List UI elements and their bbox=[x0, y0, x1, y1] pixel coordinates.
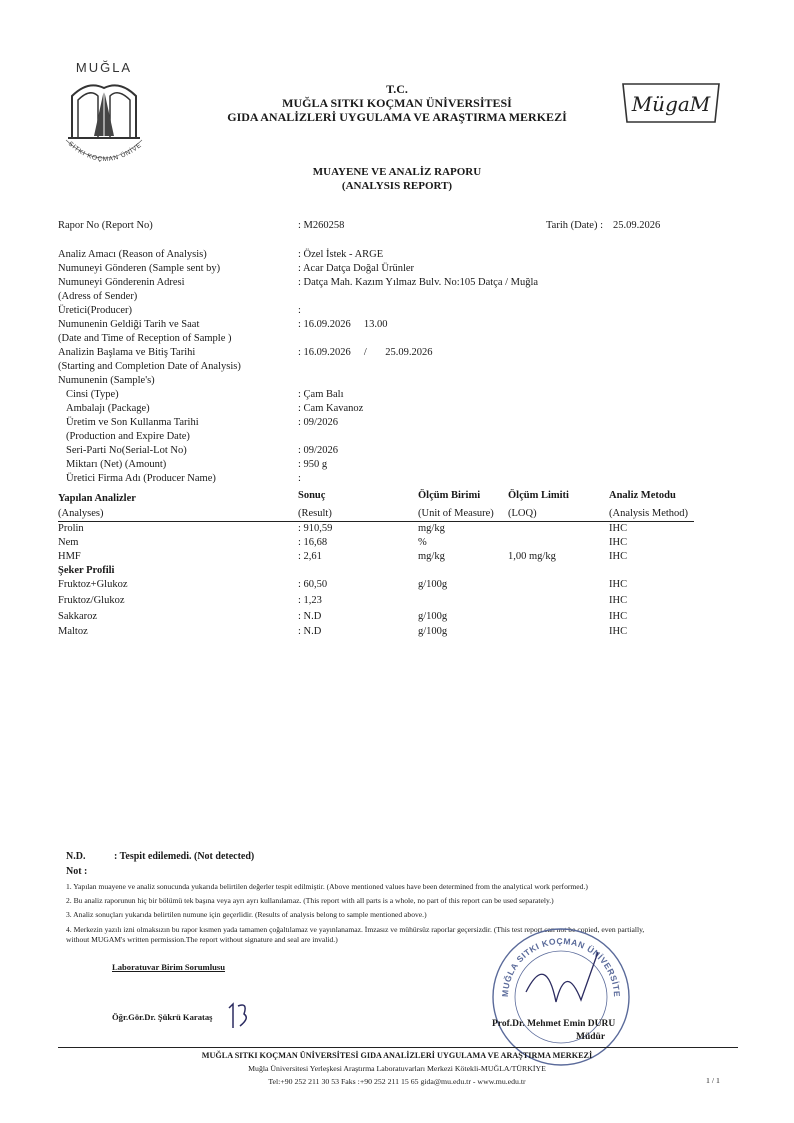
expire-label: Üretim ve Son Kullanma Tarihi bbox=[66, 417, 199, 428]
sender-label: Numuneyi Gönderen (Sample sent by) bbox=[58, 263, 221, 274]
table-row-method: IHC bbox=[609, 595, 628, 606]
table-row-unit: mg/kg bbox=[418, 523, 445, 534]
report-no-value: : M260258 bbox=[298, 220, 345, 231]
date-value: 25.09.2026 bbox=[613, 220, 661, 231]
table-row-unit: % bbox=[418, 537, 427, 548]
table-row-method: IHC bbox=[609, 537, 628, 548]
amount-value: : 950 g bbox=[298, 459, 328, 470]
table-row-method: IHC bbox=[609, 523, 628, 534]
lab-title: Laboratuvar Birim Sorumlusu bbox=[112, 962, 226, 972]
table-row-result: : 2,61 bbox=[298, 551, 322, 562]
address-label: Numuneyi Gönderenin Adresi bbox=[58, 277, 185, 288]
table-row-unit: g/100g bbox=[418, 611, 448, 622]
expire-value: : 09/2026 bbox=[298, 417, 338, 428]
footer-line-1: MUĞLA SITKI KOÇMAN ÜNİVERSİTESİ GIDA ANALİZLERİ UYGULAMA VE ARAŞTIRMA MERKEZİ bbox=[201, 1051, 593, 1060]
page-number: 1 / 1 bbox=[706, 1076, 720, 1085]
reception-label: Numunenin Geldiği Tarih ve Saat bbox=[58, 319, 200, 330]
type-value: : Çam Balı bbox=[298, 389, 344, 400]
table-row-method: IHC bbox=[609, 611, 628, 622]
th-analyses-en: (Analyses) bbox=[58, 508, 104, 519]
header-center: GIDA ANALİZLERİ UYGULAMA VE ARAŞTIRMA MERKEZİ bbox=[227, 110, 567, 124]
address-label-en: (Adress of Sender) bbox=[58, 291, 138, 302]
logo-ring-text: SITKI KOÇMAN ÜNİVE bbox=[66, 140, 144, 164]
table-row-method: IHC bbox=[609, 579, 628, 590]
table-row-unit: g/100g bbox=[418, 579, 448, 590]
note-1: 1. Yapılan muayene ve analiz sonucunda yukarıda belirtilen değerler tespit edilmiştir. (Above mentioned values have been determined from the analytical work performed.) bbox=[66, 882, 588, 891]
mugam-logo-text: MügaM bbox=[631, 92, 711, 116]
note-4: 4. Merkezin yazılı izni olmaksızın bu rapor kısmen yada tamamen çoğaltılamaz ve yayınlanamaz. İmzasız ve mühürsüz raporlar geçersizdir. (This test report can not be copied, even partially, bbox=[66, 925, 645, 934]
firm-value: : bbox=[298, 473, 301, 484]
table-row-result: : 1,23 bbox=[298, 595, 322, 606]
table-row-unit: mg/kg bbox=[418, 551, 445, 562]
lab-signature bbox=[226, 1000, 252, 1037]
table-row-method: IHC bbox=[609, 626, 628, 637]
lab-name: Öğr.Gör.Dr. Şükrü Karataş bbox=[112, 1012, 213, 1022]
address-value: : Datça Mah. Kazım Yılmaz Bulv. No:105 Datça / Muğla bbox=[298, 277, 539, 288]
firm-label: Üretici Firma Adı (Producer Name) bbox=[66, 473, 216, 484]
nd-value: : Tespit edilemedi. (Not detected) bbox=[114, 851, 255, 862]
table-row-result: : 60,50 bbox=[298, 579, 328, 590]
note-2: 2. Bu analiz raporunun hiç bir bölümü tek başına veya ayrı ayrı kullanılamaz. (This report with all parts is a whole, no part of this report can be used separately.) bbox=[66, 896, 554, 905]
report-title: MUAYENE VE ANALİZ RAPORU bbox=[312, 166, 482, 178]
package-value: : Cam Kavanoz bbox=[298, 403, 364, 414]
producer-value: : bbox=[298, 305, 301, 316]
note-4-cont: without MUGAM's written permission.The report without signature and seal are invalid.) bbox=[66, 935, 338, 944]
reception-value: : 16.09.2026 13.00 bbox=[298, 319, 388, 330]
sample-label: Numunenin (Sample's) bbox=[58, 375, 155, 386]
report-no-label: Rapor No (Report No) bbox=[58, 220, 153, 231]
note-3: 3. Analiz sonuçları yukarıda belirtilen numune için geçerlidir. (Results of analysis belong to sample mentioned above.) bbox=[66, 910, 427, 919]
nd-key: N.D. bbox=[66, 851, 86, 862]
table-row-name: HMF bbox=[58, 551, 81, 562]
table-row-loq: 1,00 mg/kg bbox=[508, 551, 556, 562]
table-divider bbox=[58, 521, 694, 522]
footer-divider bbox=[58, 1047, 738, 1048]
logo-text: MUĞLA bbox=[75, 60, 133, 75]
th-result: Sonuç bbox=[298, 490, 326, 501]
report-title-en: (ANALYSIS REPORT) bbox=[341, 180, 453, 192]
reception-label-en: (Date and Time of Reception of Sample ) bbox=[58, 333, 232, 344]
table-row-name: Sakkaroz bbox=[58, 611, 98, 622]
table-row-method: IHC bbox=[609, 551, 628, 562]
analysis-date-value: : 16.09.2026 / 25.09.2026 bbox=[298, 347, 433, 358]
reason-label: Analiz Amacı (Reason of Analysis) bbox=[58, 249, 207, 260]
table-row-result: : N.D bbox=[298, 611, 322, 622]
th-result-en: (Result) bbox=[298, 508, 332, 519]
header-tc: T.C. bbox=[386, 82, 408, 96]
th-method: Analiz Metodu bbox=[609, 490, 676, 501]
analysis-date-label-en: (Starting and Completion Date of Analysis) bbox=[58, 361, 241, 372]
th-analyses: Yapılan Analizler bbox=[58, 493, 136, 504]
amount-label: Miktarı (Net) (Amount) bbox=[66, 459, 167, 470]
not-label: Not : bbox=[66, 866, 88, 877]
th-unit-en: (Unit of Measure) bbox=[418, 508, 494, 519]
date-label: Tarih (Date) : bbox=[546, 220, 603, 231]
table-row-name: Maltoz bbox=[58, 626, 88, 637]
footer-line-3: Tel:+90 252 211 30 53 Faks :+90 252 211 15 65 gida@mu.edu.tr - www.mu.edu.tr bbox=[268, 1077, 526, 1086]
table-row-result: : 910,59 bbox=[298, 523, 333, 534]
type-label: Cinsi (Type) bbox=[66, 389, 119, 400]
svg-text:MUĞLA SITKI KOÇMAN ÜNİVERSİTES bbox=[486, 922, 622, 998]
th-unit: Ölçüm Birimi bbox=[418, 490, 481, 501]
th-method-en: (Analysis Method) bbox=[609, 508, 689, 519]
table-row-name: Fruktoz/Glukoz bbox=[58, 595, 125, 606]
table-row-name: Prolin bbox=[58, 523, 84, 534]
table-row-result: : 16,68 bbox=[298, 537, 328, 548]
expire-label-en: (Production and Expire Date) bbox=[66, 431, 190, 442]
lot-value: : 09/2026 bbox=[298, 445, 338, 456]
director-name: Prof.Dr. Mehmet Emin DURU bbox=[492, 1019, 616, 1029]
table-row-name: Fruktoz+Glukoz bbox=[58, 579, 128, 590]
producer-label: Üretici(Producer) bbox=[58, 305, 133, 316]
header-university: MUĞLA SITKI KOÇMAN ÜNİVERSİTESİ bbox=[282, 96, 512, 110]
table-row-result: : N.D bbox=[298, 626, 322, 637]
director-title: Müdür bbox=[576, 1032, 606, 1042]
table-row-unit: g/100g bbox=[418, 626, 448, 637]
th-loq: Ölçüm Limiti bbox=[508, 490, 569, 501]
table-row-name: Nem bbox=[58, 537, 79, 548]
footer-line-2: Muğla Üniversitesi Yerleşkesi Araştırma Laboratuvarları Merkezi Kötekli-MUĞLA/TÜRKİYE bbox=[248, 1064, 546, 1073]
reason-value: : Özel İstek - ARGE bbox=[298, 249, 384, 260]
th-loq-en: (LOQ) bbox=[508, 508, 537, 519]
sender-value: : Acar Datça Doğal Ürünler bbox=[298, 263, 415, 274]
lot-label: Seri-Parti No(Serial-Lot No) bbox=[66, 445, 187, 456]
analysis-date-label: Analizin Başlama ve Bitiş Tarihi bbox=[58, 347, 196, 358]
package-label: Ambalajı (Package) bbox=[66, 403, 150, 414]
table-section-sugar: Şeker Profili bbox=[58, 565, 115, 576]
stamp-text: MUĞLA SITKI KOÇMAN ÜNİVERSİTE bbox=[499, 935, 623, 998]
